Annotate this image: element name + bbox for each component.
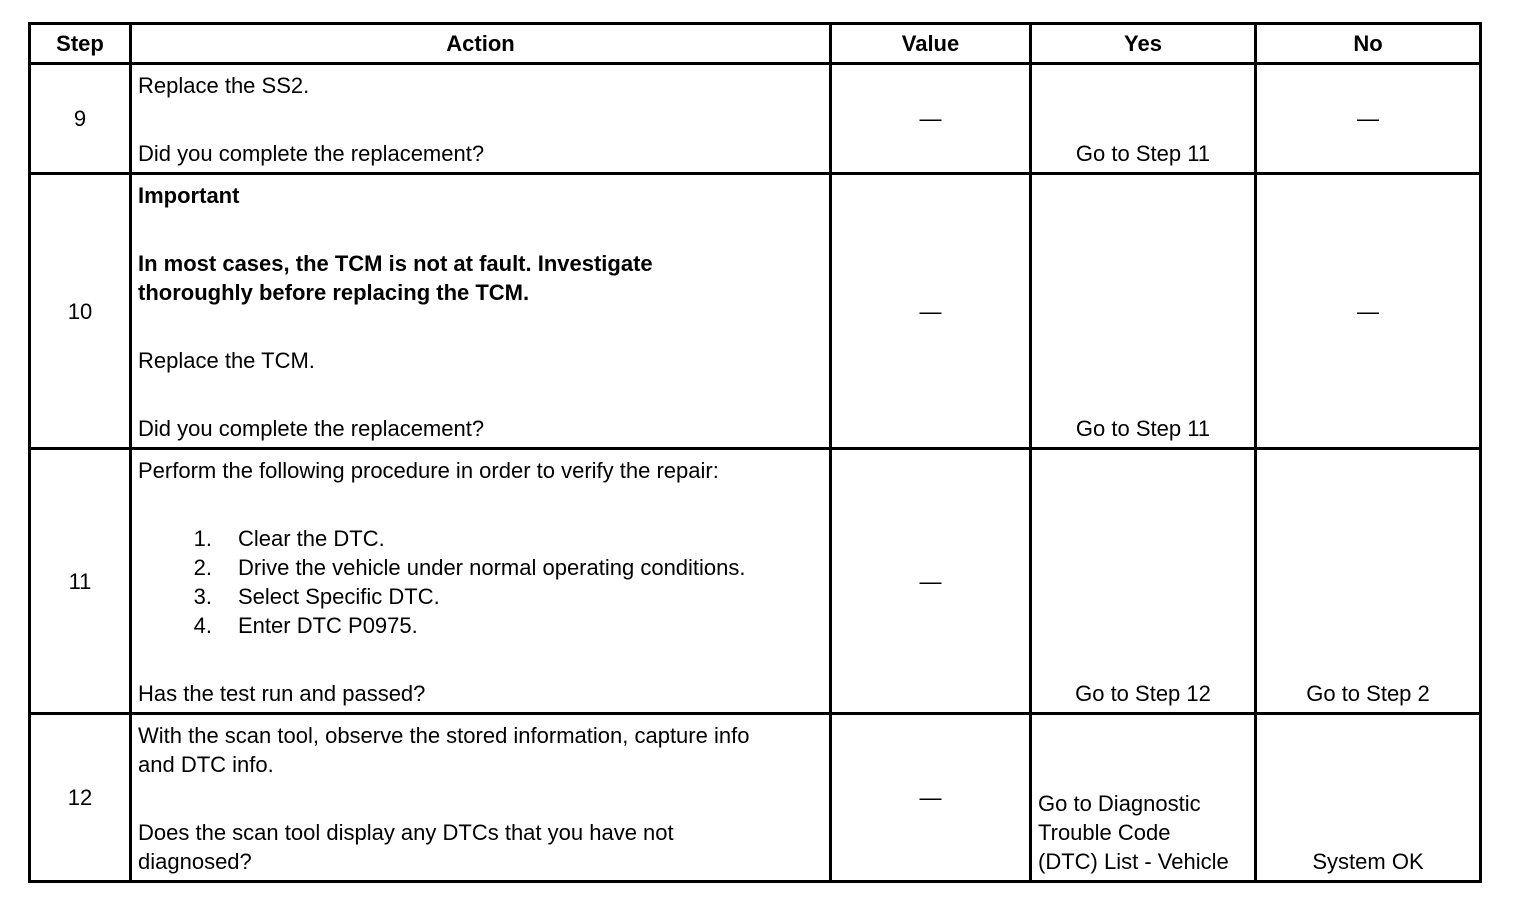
action-instruction: Perform the following procedure in order to verify the repair: (138, 458, 719, 483)
no-cell (1256, 714, 1481, 882)
important-note: In most cases, the TCM is not at fault. Investigate thoroughly before replacing the TCM. (138, 251, 653, 305)
value-cell: — (831, 64, 1031, 174)
value-cell: — (831, 714, 1031, 882)
list-number: 2. (193, 555, 212, 580)
step-number: 12 (30, 714, 131, 882)
list-item (138, 611, 823, 640)
value-cell: — (831, 174, 1031, 449)
header-action: Action (131, 24, 831, 64)
yes-cell (1031, 174, 1256, 449)
yes-cell (1031, 449, 1256, 714)
action-cell (131, 714, 831, 882)
header-yes: Yes (1031, 24, 1256, 64)
action-cell (131, 64, 831, 174)
table-row-step-9 (30, 64, 1481, 174)
table-row-step-10 (30, 174, 1481, 449)
action-question: Has the test run and passed? (138, 681, 426, 706)
header-row (30, 24, 1481, 64)
list-text: Clear the DTC. (238, 526, 385, 551)
action-question: Does the scan tool display any DTCs that you have not diagnosed? (138, 820, 674, 874)
yes-cell (1031, 64, 1256, 174)
list-item (138, 553, 823, 582)
list-item (138, 582, 823, 611)
list-text: Enter DTC P0975. (238, 613, 418, 638)
no-cell: — (1256, 64, 1481, 174)
list-number: 1. (193, 526, 212, 551)
no-result: System OK (1312, 849, 1424, 874)
list-text: Select Specific DTC. (238, 584, 440, 609)
list-number: 3. (193, 584, 212, 609)
list-text: Drive the vehicle under normal operating conditions. (238, 555, 746, 580)
table-row-step-12 (30, 714, 1481, 882)
list-number: 4. (193, 613, 212, 638)
value-cell: — (831, 449, 1031, 714)
header-step: Step (30, 24, 131, 64)
action-question: Did you complete the replacement? (138, 141, 485, 166)
action-cell (131, 449, 831, 714)
no-link[interactable]: Go to Step 2 (1306, 681, 1430, 706)
header-value: Value (831, 24, 1031, 64)
action-question: Did you complete the replacement? (138, 416, 485, 441)
header-no: No (1256, 24, 1481, 64)
yes-link[interactable]: Go to Step 11 (1075, 141, 1211, 166)
yes-link[interactable]: Go to Diagnostic Trouble Code (DTC) List - Vehicle (1038, 791, 1229, 874)
action-instruction: Replace the SS2. (138, 73, 310, 98)
step-number: 11 (30, 449, 131, 714)
table-row-step-11 (30, 449, 1481, 714)
yes-link[interactable]: Go to Step 11 (1075, 416, 1211, 441)
step-number: 10 (30, 174, 131, 449)
no-cell (1256, 449, 1481, 714)
list-item (138, 524, 823, 553)
important-label: Important (138, 183, 240, 208)
yes-link[interactable]: Go to Step 12 (1075, 681, 1211, 706)
yes-cell (1031, 714, 1256, 882)
action-cell (131, 174, 831, 449)
action-instruction: With the scan tool, observe the stored information, capture info and DTC info. (138, 723, 750, 777)
diagnostic-table (28, 22, 1482, 883)
action-instruction: Replace the TCM. (138, 348, 315, 373)
procedure-list (138, 524, 823, 640)
step-number: 9 (30, 64, 131, 174)
no-cell: — (1256, 174, 1481, 449)
